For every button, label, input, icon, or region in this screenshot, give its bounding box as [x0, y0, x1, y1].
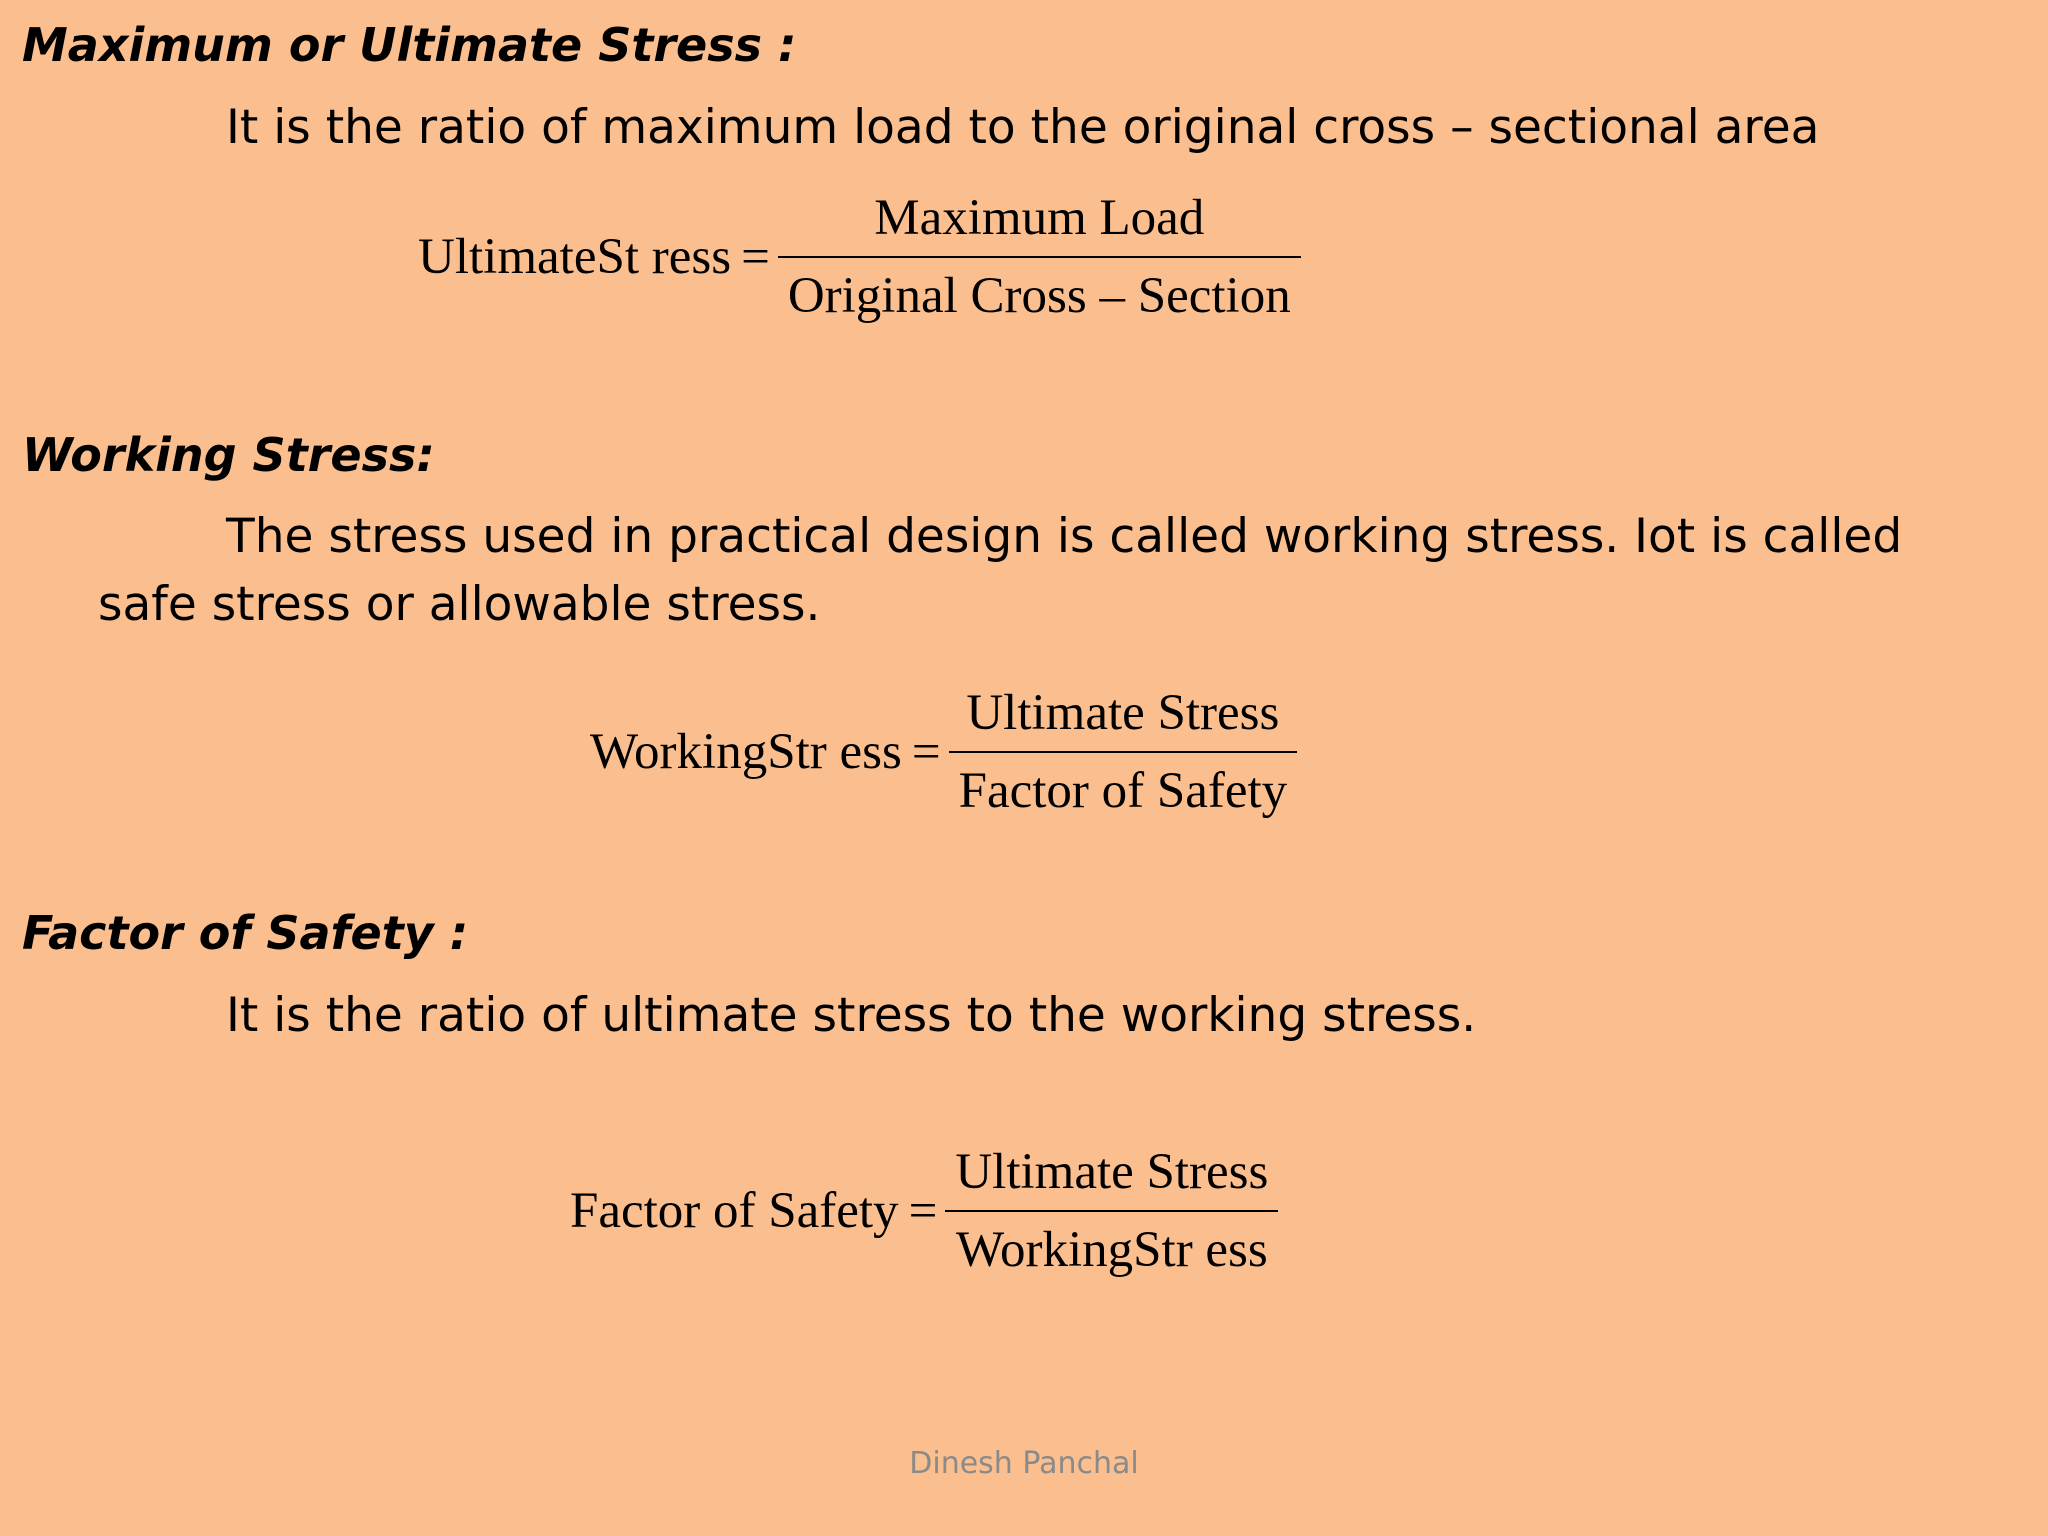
- fraction: [945, 1140, 1278, 1282]
- fraction-numerator: Maximum Load: [874, 190, 1205, 246]
- fraction-numerator: Ultimate Stress: [966, 685, 1280, 741]
- footer-author: Dinesh Panchal: [909, 1446, 1139, 1481]
- factor-of-safety-formula: [570, 1140, 1278, 1282]
- equals-sign: =: [741, 229, 770, 285]
- factor-of-safety-heading: Factor of Safety :: [22, 906, 469, 960]
- ultimate-stress-formula: [418, 186, 1301, 328]
- factor-of-safety-description: It is the ratio of ultimate stress to the working stress.: [226, 988, 1477, 1043]
- equals-sign: =: [908, 1183, 938, 1239]
- working-stress-description: The stress used in practical design is called working stress. Iot is called safe stress or allowable stress.: [98, 509, 1903, 632]
- fraction-denominator: WorkingStr ess: [955, 1222, 1268, 1278]
- ultimate-stress-description: It is the ratio of maximum load to the original cross – sectional area: [226, 100, 1820, 155]
- formula-lhs: Factor of Safety: [570, 1183, 899, 1239]
- working-stress-heading: Working Stress:: [22, 428, 435, 482]
- fraction: [949, 681, 1298, 823]
- formula-lhs: WorkingStr ess: [590, 724, 902, 780]
- formula-lhs: UltimateSt ress: [418, 229, 732, 285]
- working-stress-formula: [590, 681, 1297, 823]
- fraction-denominator: Factor of Safety: [958, 763, 1288, 819]
- fraction-denominator: Original Cross – Section: [787, 268, 1291, 324]
- equals-sign: =: [911, 724, 941, 780]
- fraction: [778, 186, 1301, 328]
- ultimate-stress-heading: Maximum or Ultimate Stress :: [22, 18, 797, 72]
- fraction-numerator: Ultimate Stress: [955, 1144, 1269, 1200]
